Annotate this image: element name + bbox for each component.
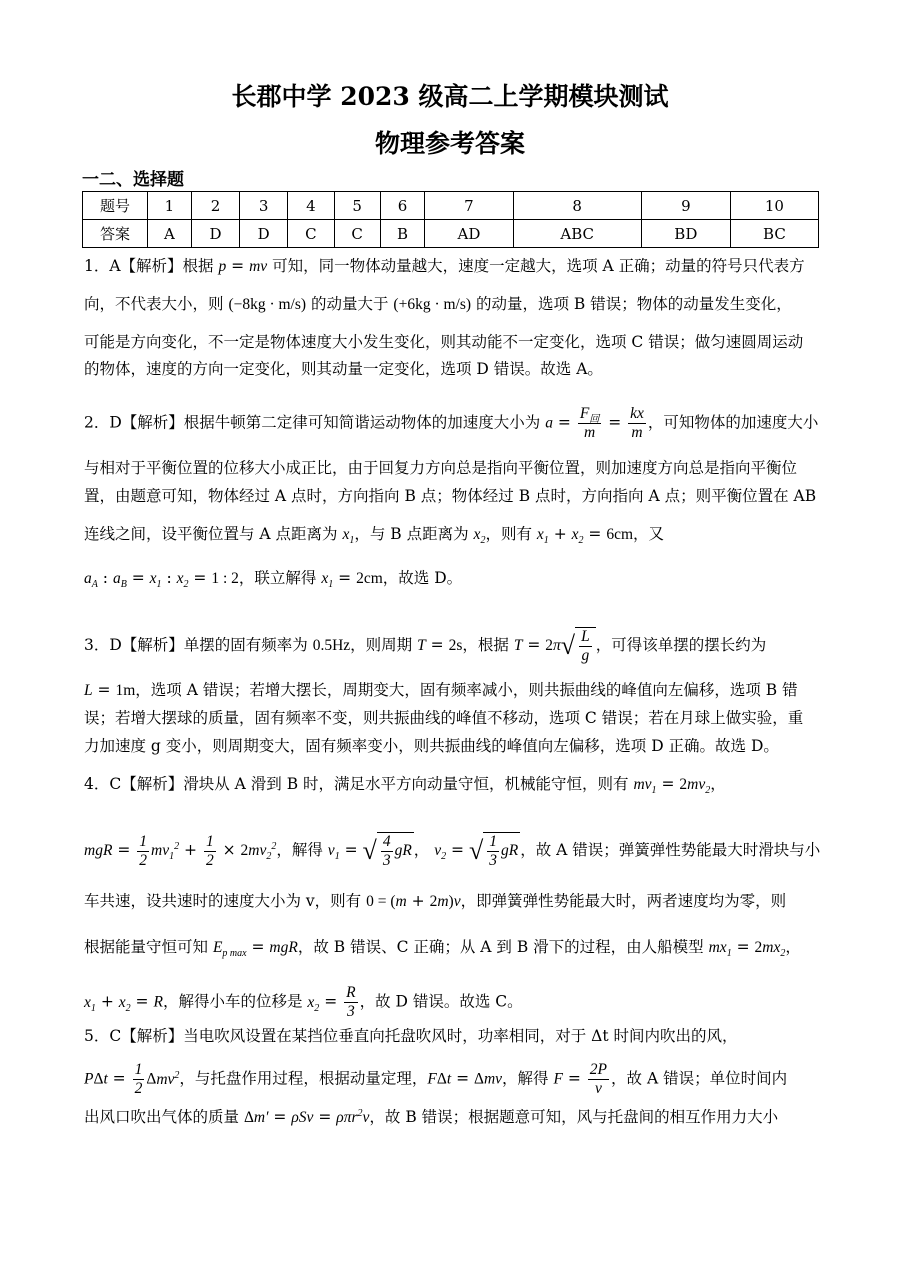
q2-text: ，则有 xyxy=(485,525,537,543)
q3-line: 3．D【解析】单摆的固有频率为 0.5Hz，则周期 T = 2s，根据 T = 2π√ $\frac{L}{g}$ ，可得该单摆的摆长约为 xyxy=(84,628,767,664)
table-cell: D xyxy=(191,220,239,248)
table-cell: 5 xyxy=(334,192,380,220)
q5-text: ，与托盘作用过程，根据动量定理， xyxy=(179,1069,428,1088)
page-title: 长郡中学 2023 级高二上学期模块测试 xyxy=(231,82,669,111)
formula: $\frac{F_回}{m}$ xyxy=(579,405,600,441)
table-cell: D xyxy=(240,220,288,248)
table-cell: C xyxy=(288,220,334,248)
q4-line: mgR = $\frac{1}{2}$ $mv_1^2$ + $\frac{1}{2}$ × $2mv_2^2$，解得 $v_1$ = √ $\frac{4}{3}$ gR ， $v_2$ = √ $\frac{1}{3}$ gR ，故 A 错误；弹簧弹性势能最大时滑块与小 xyxy=(84,832,821,869)
table-cell: 10 xyxy=(730,192,818,220)
formula: L xyxy=(84,682,93,699)
formula: $x_1$ xyxy=(84,993,96,1014)
q4-text: ，解得 xyxy=(276,841,328,859)
table-cell: BC xyxy=(730,220,818,248)
table-cell: 1 xyxy=(148,192,192,220)
q1-text: 的动量大于 xyxy=(306,295,394,313)
q2-text: 连线之间，设平衡位置与 A 点距离为 xyxy=(84,525,343,543)
q2-text: ，故选 D。 xyxy=(382,569,463,587)
q4-text: ，解得小车的位移是 xyxy=(162,992,308,1011)
formula: a xyxy=(545,414,553,432)
table-row xyxy=(83,192,819,220)
formula: $a_A$ xyxy=(84,570,98,591)
formula: $x_1$ xyxy=(536,526,549,547)
table-cell: BD xyxy=(641,220,730,248)
table-cell: 3 xyxy=(240,192,288,220)
table-cell: 8 xyxy=(513,192,641,220)
q4-text: ，即弹簧弹性势能最大时，两者速度均为零，则 xyxy=(460,892,787,910)
q3-text: ，根据 xyxy=(462,636,514,654)
q4-line: 4．C【解析】滑块从 A 滑到 B 时，满足水平方向动量守恒，机械能守恒，则有 $mv_1 = 2mv_2$， xyxy=(84,775,726,797)
q4-text: 4．C【解析】滑块从 A 滑到 B 时，满足水平方向动量守恒，机械能守恒，则有 xyxy=(84,775,634,793)
table-cell: B xyxy=(380,220,425,248)
q4-text: ，故 D 错误。故选 C。 xyxy=(359,992,523,1011)
table-cell: C xyxy=(334,220,380,248)
formula: (−8kg · m/s) xyxy=(228,296,307,313)
formula: $E_{p max}$ xyxy=(212,939,247,960)
q5-text: ，解得 xyxy=(502,1069,554,1088)
formula: $x_1$ xyxy=(342,526,355,547)
q5-text: 出风口吹出气体的质量 xyxy=(84,1108,244,1126)
q2-line: 与相对于平衡位置的位移大小成正比，由于回复力方向总是指向平衡位置，则加速度方向总是指向平衡位 xyxy=(84,459,798,477)
q2-text: ，与 B 点距离为 xyxy=(354,525,474,543)
formula: Δ xyxy=(243,1109,254,1126)
q2-line: 置，由题意可知，物体经过 A 点时，方向指向 B 点；物体经过 B 点时，方向指向 A 点；则平衡位置在 AB xyxy=(84,487,817,505)
answer-table xyxy=(82,191,819,248)
formula: 0 = ( xyxy=(366,893,396,910)
formula: $x_1$ xyxy=(321,570,334,591)
q3-line: 力加速度 g 变小，则周期变大，固有频率变小，则共振曲线的峰值向左偏移，选项 D 正确。故选 D。 xyxy=(84,737,779,755)
q1-line: 1．A【解析】根据 p = mv 可知，同一物体动量越大，速度一定越大，选项 A 正确；动量的符号只代表方 xyxy=(84,257,805,275)
q2-text: ，又 xyxy=(633,525,665,543)
formula: p xyxy=(218,258,227,275)
table-cell: 2 xyxy=(191,192,239,220)
formula: T xyxy=(417,637,426,654)
q3-text: 3．D【解析】单摆的固有频率为 xyxy=(84,636,313,654)
formula: (+6kg · m/s) xyxy=(393,296,472,313)
table-cell: ABC xyxy=(513,220,641,248)
formula: F xyxy=(427,1070,437,1088)
q1-text: 向，不代表大小，则 xyxy=(84,295,229,313)
table-cell: AD xyxy=(425,220,513,248)
q4-text: ， xyxy=(785,938,801,956)
q4-text: ，故 B 错误、C 正确；从 A 到 B 滑下的过程，由人船模型 xyxy=(297,938,709,956)
formula: $x_2$ xyxy=(307,993,320,1014)
formula: T xyxy=(513,637,523,654)
table-cell: A xyxy=(148,220,192,248)
formula: √ $\frac{L}{g}$ xyxy=(561,627,596,665)
q2-line: 2．D【解析】根据牛顿第二定律可知简谐运动物体的加速度大小为 a = $\frac{F_回}{m}$ = $\frac{kx}{m}$ ，可知物体的加速度大小 xyxy=(84,405,819,441)
q4-line: 根据能量守恒可知 $E_{p max}$ = mgR，故 B 错误、C 正确；从 A 到 B 滑下的过程，由人船模型 $mx_1 = 2mx_2$， xyxy=(84,938,801,960)
q3-text: ，可得该单摆的摆长约为 xyxy=(595,636,767,654)
q5-line: 出风口吹出气体的质量 Δm′ = ρSv = ρπr$^2$v，故 B 错误；根据题意可知，风与托盘间的相互作用力大小 xyxy=(84,1107,779,1126)
q5-line: 5．C【解析】当电吹风设置在某挡位垂直向托盘吹风时，功率相同，对于 Δt 时间内吹出的风， xyxy=(84,1027,738,1045)
table-header-cell: 答案 xyxy=(83,220,148,248)
q4-text: 车共速，设共速时的速度大小为 v，则有 xyxy=(84,892,367,910)
formula: $mv_1$ xyxy=(633,776,657,797)
section-heading: 一二、选择题 xyxy=(82,170,184,190)
q1-text: 可知，同一物体动量越大，速度一定越大，选项 A 正确；动量的符号只代表方 xyxy=(267,257,805,275)
q2-text: ，联立解得 xyxy=(238,569,322,587)
formula: mgR xyxy=(84,842,113,859)
table-cell: 7 xyxy=(425,192,513,220)
q5-text: ，故 B 错误；根据题意可知，风与托盘间的相互作用力大小 xyxy=(369,1108,779,1126)
q4-text: ，故 A 错误；弹簧弹性势能最大时滑块与小 xyxy=(520,841,821,859)
table-cell: 9 xyxy=(641,192,730,220)
table-cell: 6 xyxy=(380,192,425,220)
q1-line xyxy=(84,293,820,316)
formula: F xyxy=(553,1070,563,1088)
q4-line: 车共速，设共速时的速度大小为 v，则有 0 = (m + 2m)v，即弹簧弹性势能最大时，两者速度均为零，则 xyxy=(84,892,787,910)
q1-line: 可能是方向变化，不一定是物体速度大小发生变化，则其动能不一定变化，选项 C 错误；做匀速圆周运动 xyxy=(84,333,804,351)
q1-line: 的物体，速度的方向一定变化，则其动量一定变化，选项 D 错误。故选 A。 xyxy=(84,360,603,378)
q3-line: 误；若增大摆球的质量，固有频率不变，则共振曲线的峰值不移动，选项 C 错误；若在月球上做实验，重 xyxy=(84,709,804,727)
q4-text: 根据能量守恒可知 xyxy=(84,938,213,956)
formula: $\frac{kx}{m}$ xyxy=(630,405,644,441)
formula: P xyxy=(84,1070,94,1088)
q2-text: ，可知物体的加速度大小 xyxy=(647,413,819,432)
formula: $\frac{1}{2}$ xyxy=(139,832,148,869)
q2-line: 连线之间，设平衡位置与 A 点距离为 $x_1$，与 B 点距离为 $x_2$，则有 $x_1 + x_2 = 6cm$，又 xyxy=(84,525,665,547)
q1-text: 1．A【解析】根据 xyxy=(84,257,219,275)
table-cell: 4 xyxy=(288,192,334,220)
table-header-cell: 题号 xyxy=(83,192,148,220)
formula: $mx_1$ xyxy=(708,939,732,960)
q1-text: 的动量，选项 B 错误；物体的动量发生变化， xyxy=(471,295,792,313)
formula: $x_2$ xyxy=(473,526,486,547)
formula: $v_1$ xyxy=(327,842,340,863)
q5-line: PΔt = $\frac{1}{2}$ Δmv$^2$，与托盘作用过程，根据动量定理，FΔt = Δmv，解得 F = $\frac{2P}{v}$ ，故 A 错误；单位时间内 xyxy=(84,1061,788,1097)
q5-text: ，故 A 错误；单位时间内 xyxy=(611,1069,788,1088)
table-row xyxy=(83,220,819,248)
q3-line: L = 1m，选项 A 错误；若增大摆长，周期变大，固有频率减小，则共振曲线的峰值向左偏移，选项 B 错 xyxy=(84,681,798,699)
formula: 0.5Hz xyxy=(312,637,351,654)
q4-line: $x_1 + x_2 = R$，解得小车的位移是 $x_2$ = $\frac{R}{3}$ ，故 D 错误。故选 C。 xyxy=(84,984,523,1020)
q2-line: $a_A$ : $a_B = x_1$ : $x_2 = 1$ : 2，联立解得 $x_1 = 2cm$，故选 D。 xyxy=(84,569,463,591)
q2-text: 2．D【解析】根据牛顿第二定律可知简谐运动物体的加速度大小为 xyxy=(84,413,546,432)
page-subtitle: 物理参考答案 xyxy=(374,129,525,158)
q3-text: ，则周期 xyxy=(350,636,418,654)
q3-text: ，选项 A 错误；若增大摆长，周期变大，固有频率减小，则共振曲线的峰值向左偏移，选项 B 错 xyxy=(135,681,798,699)
q4-text: ， xyxy=(710,775,726,793)
